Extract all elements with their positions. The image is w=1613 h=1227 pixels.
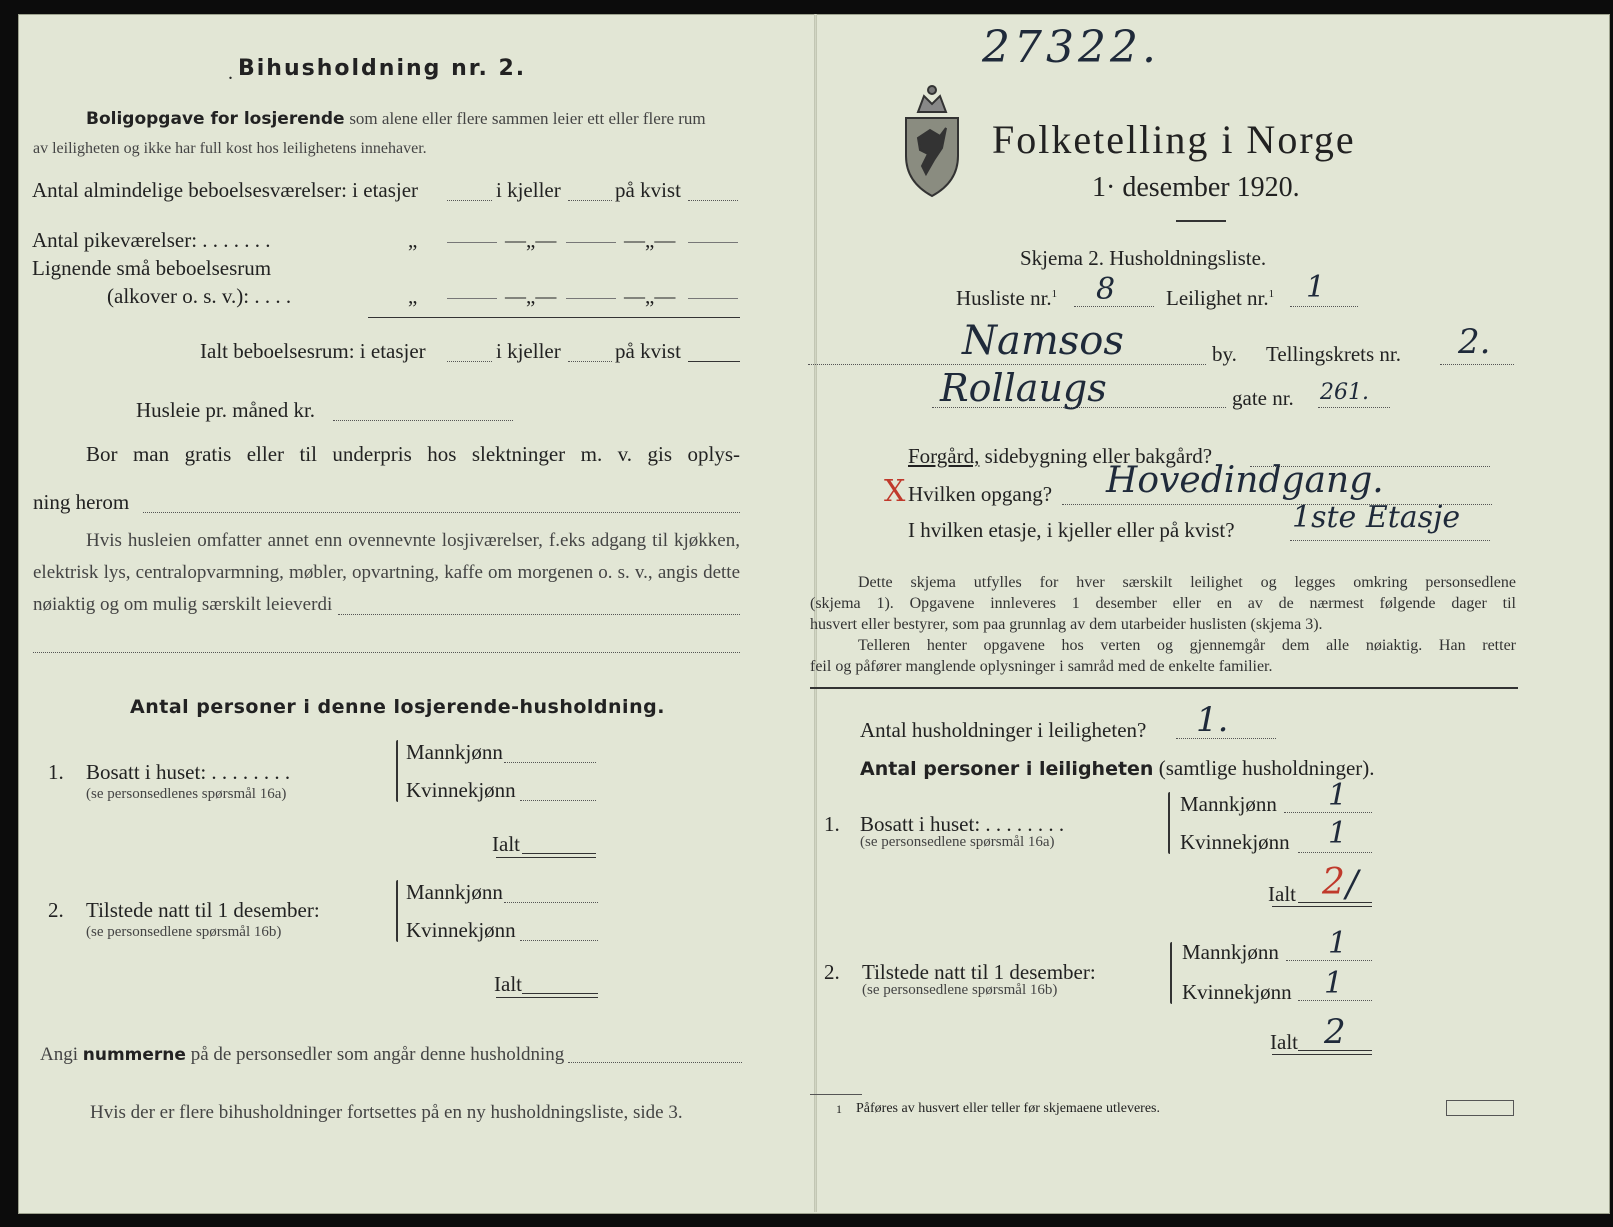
coat-of-arms-icon — [896, 82, 968, 202]
gratis-line-2: ning herom — [33, 490, 130, 514]
ialt-etasjer-line[interactable] — [447, 361, 492, 362]
krets-line[interactable] — [1440, 364, 1514, 365]
l-q1-kvinne-line[interactable] — [520, 800, 596, 801]
gratis-line[interactable] — [143, 512, 740, 513]
krets-value: 2. — [1458, 322, 1491, 362]
r-q2-brace — [1170, 942, 1172, 1004]
l-q2-mann-label: Mannkjønn — [406, 880, 503, 904]
l-q2-kvinne-label: Kvinnekjønn — [406, 918, 516, 942]
right-title: Folketelling i Norge — [992, 117, 1356, 162]
r-q1-kvinne-line[interactable] — [1298, 852, 1372, 853]
r-q1-ialt-value: 2 — [1322, 862, 1345, 903]
r-q2-kvinne-value: 1 — [1324, 966, 1344, 1001]
etasje-label: I hvilken etasje, i kjeller eller på kvist? — [908, 518, 1235, 542]
forgaard-rest: sidebygning eller bakgård? — [984, 444, 1213, 468]
hvis-extra-line[interactable] — [33, 652, 740, 653]
l-q2-num: 2. — [48, 898, 64, 922]
l-q1-mann-label: Mannkjønn — [406, 740, 503, 764]
pike-ditto-1: „ — [408, 228, 418, 252]
pike-kvist-line[interactable] — [688, 242, 738, 243]
etasje-line[interactable] — [1290, 540, 1490, 541]
forgaard-underlined: Forgård, — [908, 444, 980, 468]
l-q1-mann-line[interactable] — [504, 762, 596, 763]
skjema-label: Skjema 2. Husholdningsliste. — [1020, 246, 1267, 270]
l-q1-brace — [396, 740, 398, 802]
husleie-line[interactable] — [333, 420, 513, 421]
hvis-line-2: elektrisk lys, centralopvarmning, møbler, opvartning, kaffe om morgenen o. s. v., angis dette — [33, 562, 740, 583]
opgang-value: Hovedindgang. — [1106, 460, 1384, 501]
r-q1-mann-label: Mannkjønn — [1180, 792, 1277, 816]
instr-line-5: feil og påfører manglende oplysninger i samråd med de enkelte familier. — [810, 658, 1273, 675]
intro-rest: som alene eller flere sammen leier ett eller flere rum — [349, 109, 706, 128]
l-q2-ialt-line-2 — [496, 997, 598, 998]
pike-ditto-2: —„— — [505, 228, 557, 252]
r-q1-brace — [1168, 792, 1170, 854]
rooms-kvist-label: på kvist — [615, 178, 681, 202]
instr-rule — [810, 687, 1518, 689]
left-title: Bihusholdning nr. 2. — [238, 56, 527, 81]
angi-post: på de personsedler som angår denne husholdning — [190, 1044, 565, 1065]
gate-nr-value: 261. — [1320, 380, 1369, 405]
opgang-label: Hvilken opgang? — [908, 482, 1053, 506]
antal-hush-value: 1. — [1196, 700, 1229, 740]
lignende-kvist-line[interactable] — [688, 298, 738, 299]
left-footer: Hvis der er flere bihusholdninger fortsettes på en ny husholdningsliste, side 3. — [90, 1102, 683, 1123]
right-date: 1· desember 1920. — [1092, 172, 1300, 203]
gate-value: Rollaugs — [940, 366, 1107, 410]
page-fold — [814, 14, 817, 1212]
intro-bold: Boligopgave for losjerende — [86, 109, 345, 129]
r-q1-kvinne-value: 1 — [1328, 816, 1348, 851]
pike-ditto-3: —„— — [624, 228, 676, 252]
l-q2-ialt-line-1[interactable] — [522, 993, 598, 994]
lignende-etasjer-line[interactable] — [447, 298, 497, 299]
pike-etasjer-line[interactable] — [447, 242, 497, 243]
husleie-label: Husleie pr. måned kr. — [136, 398, 316, 422]
footnote-rule — [810, 1094, 862, 1095]
ialt-kvist-line[interactable] — [688, 361, 740, 362]
footnote-num: 1 — [836, 1102, 842, 1116]
ialt-kvist-label: på kvist — [615, 339, 681, 363]
l-q1-label: Bosatt i huset: . . . . . . . . — [86, 760, 291, 784]
r-q1-num: 1. — [824, 812, 840, 836]
title-dot: . — [228, 62, 233, 84]
antal-pers-rest: (samtlige husholdninger). — [1158, 756, 1375, 780]
gratis-line-1: Bor man gratis eller til underpris hos slektninger m. v. gis oplys- — [86, 442, 740, 466]
krets-label: Tellingskrets nr. — [1266, 342, 1402, 366]
r-q2-ialt-line-2 — [1272, 1054, 1372, 1055]
ialt-kjeller-line[interactable] — [568, 361, 612, 362]
intro-line-1 — [86, 108, 706, 130]
antal-title: Antal personer i denne losjerende-husholdning. — [130, 696, 665, 718]
instr-line-3: husvert eller bestyrer, som paa grunnlag av dem utarbeider huslisten (skjema 3). — [810, 616, 1323, 633]
leilighet-line[interactable] — [1290, 306, 1358, 307]
intro-line-2: av leiligheten og ikke har full kost hos leilighetens innehaver. — [33, 140, 427, 157]
leilighet-label — [1166, 286, 1274, 311]
r-q2-label: Tilstede natt til 1 desember: — [862, 960, 1096, 984]
r-q2-kvinne-label: Kvinnekjønn — [1182, 980, 1292, 1004]
l-q2-brace — [396, 880, 398, 942]
angi-bold: nummerne — [82, 1045, 186, 1065]
angi-line-fill[interactable] — [568, 1062, 742, 1063]
lignende-label-1: Lignende små beboelsesrum — [32, 256, 272, 280]
l-q1-kvinne-label: Kvinnekjønn — [406, 778, 516, 802]
ialt-kjeller-label: i kjeller — [496, 339, 561, 363]
instr-line-4: Telleren henter opgavene hos verten og gjennemgår dem alle nøiaktig. Han retter — [858, 637, 1516, 654]
archive-number: 27322. — [982, 22, 1160, 73]
antal-pers-bold: Antal personer i leiligheten — [860, 758, 1154, 780]
r-q1-ialt-line-2 — [1272, 906, 1372, 907]
husliste-text: Husliste nr. — [956, 286, 1052, 310]
date-rule — [1176, 220, 1226, 222]
leilighet-value: 1 — [1306, 270, 1326, 305]
r-q1-ialt-correction: / — [1346, 864, 1359, 905]
antal-hush-label: Antal husholdninger i leiligheten? — [860, 718, 1147, 742]
ialt-rum-label: Ialt beboelsesrum: i etasjer — [200, 339, 426, 363]
lignende-ditto-1: „ — [408, 284, 418, 308]
r-q2-mann-label: Mannkjønn — [1182, 940, 1279, 964]
l-q2-kvinne-line[interactable] — [520, 940, 598, 941]
rooms-kjeller-line[interactable] — [568, 200, 612, 201]
l-q2-label: Tilstede natt til 1 desember: — [86, 898, 320, 922]
l-q1-sub: (se personsedlenes spørsmål 16a) — [86, 786, 287, 802]
by-label: by. — [1212, 342, 1237, 366]
leilighet-text: Leilighet nr. — [1166, 286, 1269, 310]
r-q2-ialt-value: 2 — [1324, 1012, 1346, 1052]
lignende-ditto-3: —„— — [624, 284, 676, 308]
l-q2-mann-line[interactable] — [504, 902, 598, 903]
l-q2-sub: (se personsedlene spørsmål 16b) — [86, 924, 282, 940]
r-q2-ialt-label: Ialt — [1270, 1030, 1298, 1054]
l-q1-ialt-line-1[interactable] — [522, 853, 596, 854]
sum-rule — [368, 317, 740, 318]
rooms-kjeller-label: i kjeller — [496, 178, 561, 202]
r-q2-sub: (se personsedlene spørsmål 16b) — [862, 982, 1058, 998]
instr-line-1: Dette skjema utfylles for hver særskilt leilighet og legges omkring personsedlene — [858, 574, 1516, 591]
angi-line — [40, 1044, 564, 1066]
etasje-value: 1ste Etasje — [1292, 500, 1461, 535]
gate-nr-line[interactable] — [1318, 407, 1390, 408]
printer-mark-icon — [1446, 1100, 1514, 1116]
r-q1-mann-value: 1 — [1328, 778, 1348, 813]
r-q2-mann-value: 1 — [1328, 926, 1348, 961]
footnote-text: Påføres av husvert eller teller før skjemaene utleveres. — [856, 1101, 1160, 1116]
lignende-label-2: (alkover o. s. v.): . . . . — [107, 284, 292, 308]
r-q1-kvinne-label: Kvinnekjønn — [1180, 830, 1290, 854]
by-value: Namsos — [962, 318, 1124, 364]
r-q1-ialt-label: Ialt — [1268, 882, 1296, 906]
l-q1-num: 1. — [48, 760, 64, 784]
husliste-label — [956, 286, 1057, 311]
lignende-kjeller-line[interactable] — [566, 298, 616, 299]
pike-kjeller-line[interactable] — [566, 242, 616, 243]
l-q2-ialt-label: Ialt — [494, 972, 522, 996]
gate-label: gate nr. — [1232, 386, 1294, 410]
r-q1-label: Bosatt i huset: . . . . . . . . — [860, 812, 1065, 836]
hvis-line-1: Hvis husleien omfatter annet enn ovennevnte losjiværelser, f.eks adgang til kjøkken, — [86, 530, 740, 551]
angi-pre: Angi — [40, 1044, 78, 1065]
husliste-sup: 1 — [1051, 288, 1058, 300]
l-q1-ialt-label: Ialt — [492, 832, 520, 856]
r-q2-num: 2. — [824, 960, 840, 984]
rooms-kvist-line[interactable] — [688, 200, 738, 201]
husliste-value: 8 — [1096, 272, 1116, 307]
hvis-line[interactable] — [338, 614, 740, 615]
hvis-line-3: nøiaktig og om mulig særskilt leieverdi — [33, 594, 333, 615]
by-line[interactable] — [808, 364, 1206, 365]
r-q1-sub: (se personsedlene spørsmål 16a) — [860, 834, 1055, 850]
instr-line-2: (skjema 1). Opgavene innleveres 1 desember eller en av de nærmest følgende dager til — [810, 595, 1516, 612]
pike-label: Antal pikeværelser: . . . . . . . — [32, 228, 271, 252]
l-q1-ialt-line-2 — [496, 857, 596, 858]
antal-pers-line — [860, 756, 1375, 781]
leilighet-sup: 1 — [1268, 288, 1275, 300]
lignende-ditto-2: —„— — [505, 284, 557, 308]
rooms-etasjer-line[interactable] — [447, 200, 492, 201]
rooms-label: Antal almindelige beboelsesværelser: i etasjer — [32, 178, 419, 202]
opgang-mark: X — [884, 474, 906, 509]
